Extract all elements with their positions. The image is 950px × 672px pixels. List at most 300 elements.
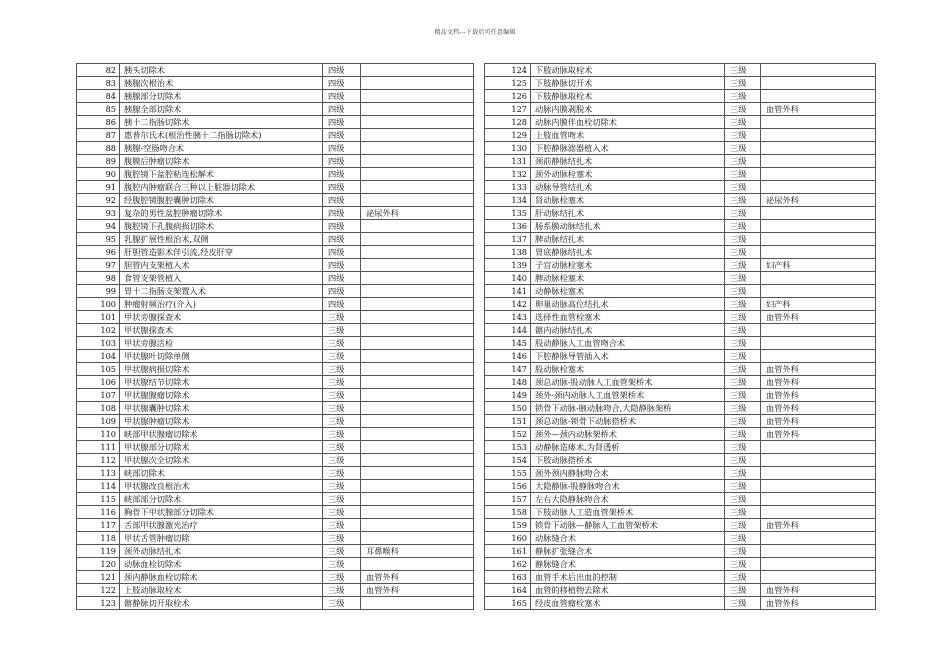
department: 血管外科 (761, 389, 876, 402)
table-row (77, 207, 474, 220)
table-row (485, 441, 876, 454)
procedure-name: 甲状腺部分切除术 (120, 441, 323, 454)
table-row (77, 64, 474, 77)
procedure-name: 上肢血管吻术 (531, 129, 725, 142)
row-number: 158 (485, 506, 531, 519)
row-number: 135 (485, 207, 531, 220)
row-number: 86 (77, 116, 120, 129)
department: 血管外科 (761, 103, 876, 116)
table-row (485, 64, 876, 77)
table-row (485, 285, 876, 298)
row-number: 113 (77, 467, 120, 480)
row-number: 152 (485, 428, 531, 441)
department (761, 480, 876, 493)
row-number: 97 (77, 259, 120, 272)
surgery-level: 四级 (323, 142, 361, 155)
procedure-name: 甲状腺病损切除术 (120, 363, 323, 376)
surgery-level: 三级 (323, 454, 361, 467)
department (361, 493, 474, 506)
row-number: 128 (485, 116, 531, 129)
procedure-name: 颈总动脉-锁骨下动脉搭桥术 (531, 415, 725, 428)
table-row (77, 493, 474, 506)
procedure-name: 经皮血管瘤栓塞术 (531, 597, 725, 610)
table-row (77, 428, 474, 441)
table-row (77, 506, 474, 519)
surgery-level: 四级 (323, 129, 361, 142)
procedure-name: 髂内动脉结扎术 (531, 324, 725, 337)
row-number: 91 (77, 181, 120, 194)
surgery-level: 三级 (725, 142, 761, 155)
department (361, 142, 474, 155)
surgery-level: 四级 (323, 298, 361, 311)
department (761, 116, 876, 129)
department (761, 467, 876, 480)
department (361, 402, 474, 415)
surgery-level: 三级 (725, 233, 761, 246)
surgery-level: 三级 (725, 350, 761, 363)
row-number: 138 (485, 246, 531, 259)
department: 血管外科 (761, 428, 876, 441)
surgery-level: 三级 (725, 584, 761, 597)
department (761, 155, 876, 168)
procedure-name: 胰十二指肠切除术 (120, 116, 323, 129)
procedure-name: 脾动脉结扎术 (531, 233, 725, 246)
table-row (485, 402, 876, 415)
procedure-name: 动脉内膜剥脱术 (531, 103, 725, 116)
department (761, 285, 876, 298)
procedure-name: 锁骨下动脉-腋动脉吻合,大隐静脉架桥 (531, 402, 725, 415)
department: 妇产科 (761, 298, 876, 311)
row-number: 156 (485, 480, 531, 493)
procedure-name: 胰腺-空肠吻合术 (120, 142, 323, 155)
table-row (485, 571, 876, 584)
table-row (77, 155, 474, 168)
table-row (77, 103, 474, 116)
surgery-level: 四级 (323, 77, 361, 90)
row-number: 100 (77, 298, 120, 311)
table-row (77, 571, 474, 584)
surgery-level: 三级 (725, 467, 761, 480)
surgery-level: 三级 (725, 220, 761, 233)
row-number: 93 (77, 207, 120, 220)
row-number: 147 (485, 363, 531, 376)
procedure-name: 动脉血栓切除术 (120, 558, 323, 571)
department (361, 415, 474, 428)
table-row (77, 350, 474, 363)
row-number: 85 (77, 103, 120, 116)
table-row (485, 220, 876, 233)
procedure-name: 左右大隐静脉吻合术 (531, 493, 725, 506)
surgery-level: 四级 (323, 272, 361, 285)
procedure-name: 大隐静脉-股静脉吻合术 (531, 480, 725, 493)
procedure-name: 颈外—颈内动脉架桥术 (531, 428, 725, 441)
row-number: 109 (77, 415, 120, 428)
row-number: 124 (485, 64, 531, 77)
department (761, 545, 876, 558)
surgery-level: 三级 (725, 480, 761, 493)
surgery-level: 三级 (323, 415, 361, 428)
row-number: 137 (485, 233, 531, 246)
table-row (77, 467, 474, 480)
table-row (77, 285, 474, 298)
procedure-name: 颈外动脉栓塞术 (531, 168, 725, 181)
surgery-level: 三级 (725, 298, 761, 311)
department: 血管外科 (761, 376, 876, 389)
table-row (485, 77, 876, 90)
surgery-level: 三级 (323, 389, 361, 402)
surgery-level: 三级 (725, 77, 761, 90)
row-number: 133 (485, 181, 531, 194)
procedure-name: 股动静脉人工血管吻合术 (531, 337, 725, 350)
department (361, 454, 474, 467)
procedure-name: 选择性血管栓塞术 (531, 311, 725, 324)
department: 血管外科 (761, 519, 876, 532)
table-row (77, 532, 474, 545)
procedure-name: 上肢动脉取栓术 (120, 584, 323, 597)
table-row (77, 324, 474, 337)
surgery-level: 三级 (323, 584, 361, 597)
surgery-level: 三级 (725, 402, 761, 415)
surgery-level: 四级 (323, 155, 361, 168)
row-number: 150 (485, 402, 531, 415)
table-row (485, 350, 876, 363)
surgery-level: 四级 (323, 207, 361, 220)
surgery-level: 四级 (323, 90, 361, 103)
row-number: 153 (485, 441, 531, 454)
table-row (485, 272, 876, 285)
surgery-level: 三级 (725, 428, 761, 441)
surgery-level: 三级 (323, 545, 361, 558)
table-row (485, 506, 876, 519)
row-number: 134 (485, 194, 531, 207)
row-number: 160 (485, 532, 531, 545)
table-row (485, 597, 876, 610)
row-number: 110 (77, 428, 120, 441)
table-row (77, 480, 474, 493)
department (361, 246, 474, 259)
department: 血管外科 (361, 584, 474, 597)
procedure-name: 胰头切除术 (120, 64, 323, 77)
department (361, 194, 474, 207)
procedure-name: 甲状腺改良根治术 (120, 480, 323, 493)
table-row (77, 441, 474, 454)
procedure-name: 下肢动脉取栓术 (531, 64, 725, 77)
row-number: 96 (77, 246, 120, 259)
table-row (485, 324, 876, 337)
procedure-name: 下腔静脉滤器植入术 (531, 142, 725, 155)
procedure-name: 胰腺部分切除术 (120, 90, 323, 103)
department (761, 129, 876, 142)
row-number: 143 (485, 311, 531, 324)
procedure-name: 卵巢动脉高位结扎术 (531, 298, 725, 311)
procedure-name: 甲状腺腺瘤切除术 (120, 389, 323, 402)
row-number: 106 (77, 376, 120, 389)
row-number: 157 (485, 493, 531, 506)
procedure-name: 甲状旁腺探查术 (120, 311, 323, 324)
row-number: 104 (77, 350, 120, 363)
row-number: 154 (485, 454, 531, 467)
procedure-name: 肝动脉结扎术 (531, 207, 725, 220)
table-row (485, 207, 876, 220)
table-row (77, 337, 474, 350)
department (761, 64, 876, 77)
table-row (485, 298, 876, 311)
procedure-name: 峡部部分切除术 (120, 493, 323, 506)
procedure-name: 峡部切除术 (120, 467, 323, 480)
table-row (485, 428, 876, 441)
left-procedure-table (76, 63, 474, 610)
table-row (485, 558, 876, 571)
surgery-level: 三级 (725, 194, 761, 207)
department (761, 142, 876, 155)
procedure-name: 经腹腔镜腹腔囊肿切除术 (120, 194, 323, 207)
department (761, 324, 876, 337)
department (761, 493, 876, 506)
surgery-level: 三级 (725, 90, 761, 103)
surgery-level: 三级 (323, 467, 361, 480)
row-number: 146 (485, 350, 531, 363)
table-row (77, 584, 474, 597)
table-row (77, 142, 474, 155)
department (761, 168, 876, 181)
surgery-level: 三级 (725, 324, 761, 337)
row-number: 105 (77, 363, 120, 376)
surgery-level: 三级 (323, 441, 361, 454)
procedure-name: 下肢静脉切开术 (531, 77, 725, 90)
department (761, 181, 876, 194)
department (361, 272, 474, 285)
table-row (77, 519, 474, 532)
surgery-level: 三级 (323, 337, 361, 350)
department (361, 324, 474, 337)
procedure-name: 甲状腺囊肿切除术 (120, 402, 323, 415)
table-row (485, 493, 876, 506)
department (761, 532, 876, 545)
procedure-name: 血管手术后出血的控制 (531, 571, 725, 584)
department (361, 129, 474, 142)
table-row (485, 246, 876, 259)
row-number: 164 (485, 584, 531, 597)
department (761, 246, 876, 259)
row-number: 99 (77, 285, 120, 298)
table-row (77, 311, 474, 324)
row-number: 130 (485, 142, 531, 155)
surgery-level: 三级 (323, 493, 361, 506)
row-number: 119 (77, 545, 120, 558)
department (761, 233, 876, 246)
surgery-level: 三级 (323, 558, 361, 571)
procedure-name: 腹腔镜下孔腹病损切除术 (120, 220, 323, 233)
row-number: 132 (485, 168, 531, 181)
surgery-level: 三级 (725, 129, 761, 142)
surgery-level: 三级 (725, 519, 761, 532)
row-number: 83 (77, 77, 120, 90)
surgery-level: 三级 (323, 428, 361, 441)
row-number: 123 (77, 597, 120, 610)
row-number: 151 (485, 415, 531, 428)
department (361, 168, 474, 181)
row-number: 140 (485, 272, 531, 285)
row-number: 87 (77, 129, 120, 142)
department (361, 285, 474, 298)
surgery-level: 三级 (725, 259, 761, 272)
table-row (485, 337, 876, 350)
row-number: 117 (77, 519, 120, 532)
department (361, 480, 474, 493)
department (361, 90, 474, 103)
department (761, 506, 876, 519)
row-number: 131 (485, 155, 531, 168)
department (361, 389, 474, 402)
table-row (485, 311, 876, 324)
department (761, 558, 876, 571)
surgery-level: 三级 (725, 597, 761, 610)
department: 妇产科 (761, 259, 876, 272)
procedure-name: 动脉内膜伴血栓切除术 (531, 116, 725, 129)
table-row (485, 90, 876, 103)
surgery-level: 三级 (725, 571, 761, 584)
row-number: 162 (485, 558, 531, 571)
table-row (77, 376, 474, 389)
procedure-name: 肠系膜动脉结扎术 (531, 220, 725, 233)
surgery-level: 四级 (323, 116, 361, 129)
surgery-level: 三级 (323, 324, 361, 337)
surgery-level: 三级 (323, 402, 361, 415)
procedure-name: 肿瘤射频治疗(介入) (120, 298, 323, 311)
department (361, 363, 474, 376)
table-row (485, 545, 876, 558)
row-number: 120 (77, 558, 120, 571)
row-number: 121 (77, 571, 120, 584)
procedure-name: 甲状腺肿瘤切除术 (120, 415, 323, 428)
surgery-level: 三级 (725, 181, 761, 194)
department (361, 233, 474, 246)
table-row (77, 402, 474, 415)
department (361, 155, 474, 168)
table-row (485, 389, 876, 402)
procedure-name: 甲状腺次全切除术 (120, 454, 323, 467)
department (361, 428, 474, 441)
department: 血管外科 (761, 363, 876, 376)
department: 血管外科 (761, 597, 876, 610)
procedure-name: 腹膜后肿瘤切除术 (120, 155, 323, 168)
table-row (77, 90, 474, 103)
procedure-name: 动脉导管结扎术 (531, 181, 725, 194)
table-row (485, 376, 876, 389)
procedure-name: 动脉缝合术 (531, 532, 725, 545)
department (361, 519, 474, 532)
table-row (485, 584, 876, 597)
department (761, 272, 876, 285)
department (361, 116, 474, 129)
table-row (485, 480, 876, 493)
department: 血管外科 (761, 311, 876, 324)
department: 耳鼻喉科 (361, 545, 474, 558)
surgery-level: 四级 (323, 194, 361, 207)
table-row (485, 454, 876, 467)
row-number: 144 (485, 324, 531, 337)
row-number: 98 (77, 272, 120, 285)
table-row (485, 155, 876, 168)
procedure-name: 食管支架管植入 (120, 272, 323, 285)
row-number: 141 (485, 285, 531, 298)
department (361, 558, 474, 571)
department: 血管外科 (761, 584, 876, 597)
department (361, 311, 474, 324)
procedure-name: 动静脉栓塞术 (531, 285, 725, 298)
procedure-name: 甲状腺探查术 (120, 324, 323, 337)
procedure-name: 颈前静脉结扎术 (531, 155, 725, 168)
department (361, 532, 474, 545)
surgery-level: 三级 (725, 376, 761, 389)
surgery-level: 三级 (725, 103, 761, 116)
surgery-level: 三级 (725, 532, 761, 545)
surgery-level: 三级 (323, 519, 361, 532)
table-row (77, 220, 474, 233)
surgery-level: 三级 (725, 389, 761, 402)
surgery-level: 三级 (725, 207, 761, 220)
department (361, 64, 474, 77)
procedure-name: 胃底静脉结扎术 (531, 246, 725, 259)
department (361, 337, 474, 350)
table-row (77, 246, 474, 259)
surgery-level: 三级 (725, 454, 761, 467)
department (361, 181, 474, 194)
surgery-level: 三级 (725, 558, 761, 571)
procedure-name: 颈内静脉血栓切除术 (120, 571, 323, 584)
surgery-level: 四级 (323, 220, 361, 233)
row-number: 101 (77, 311, 120, 324)
table-row (485, 415, 876, 428)
procedure-name: 甲状腺结节切除术 (120, 376, 323, 389)
row-number: 115 (77, 493, 120, 506)
surgery-level: 三级 (725, 155, 761, 168)
row-number: 116 (77, 506, 120, 519)
procedure-name: 惠普尔氏术(根治性胰十二指肠切除术) (120, 129, 323, 142)
row-number: 149 (485, 389, 531, 402)
procedure-name: 静脉扩张缝合术 (531, 545, 725, 558)
surgery-level: 三级 (725, 415, 761, 428)
surgery-level: 三级 (323, 363, 361, 376)
department (361, 597, 474, 610)
table-row (485, 103, 876, 116)
surgery-level: 三级 (725, 493, 761, 506)
procedure-name: 血管的移植物去除术 (531, 584, 725, 597)
procedure-name: 静脉缝合术 (531, 558, 725, 571)
department (361, 103, 474, 116)
table-row (485, 142, 876, 155)
row-number: 92 (77, 194, 120, 207)
row-number: 163 (485, 571, 531, 584)
table-row (77, 168, 474, 181)
table-row (485, 129, 876, 142)
surgery-level: 四级 (323, 64, 361, 77)
procedure-name: 股动脉栓塞术 (531, 363, 725, 376)
table-row (77, 545, 474, 558)
surgery-level: 四级 (323, 285, 361, 298)
procedure-name: 动静脉造瘘术,为肾透析 (531, 441, 725, 454)
procedure-name: 锁骨下动脉—静脉人工血管架桥术 (531, 519, 725, 532)
department: 血管外科 (361, 571, 474, 584)
table-row (77, 129, 474, 142)
procedure-name: 下腔静脉导管插入术 (531, 350, 725, 363)
table-row (485, 116, 876, 129)
table-row (77, 194, 474, 207)
surgery-level: 三级 (725, 285, 761, 298)
row-number: 145 (485, 337, 531, 350)
department: 血管外科 (761, 415, 876, 428)
surgery-level: 三级 (725, 246, 761, 259)
